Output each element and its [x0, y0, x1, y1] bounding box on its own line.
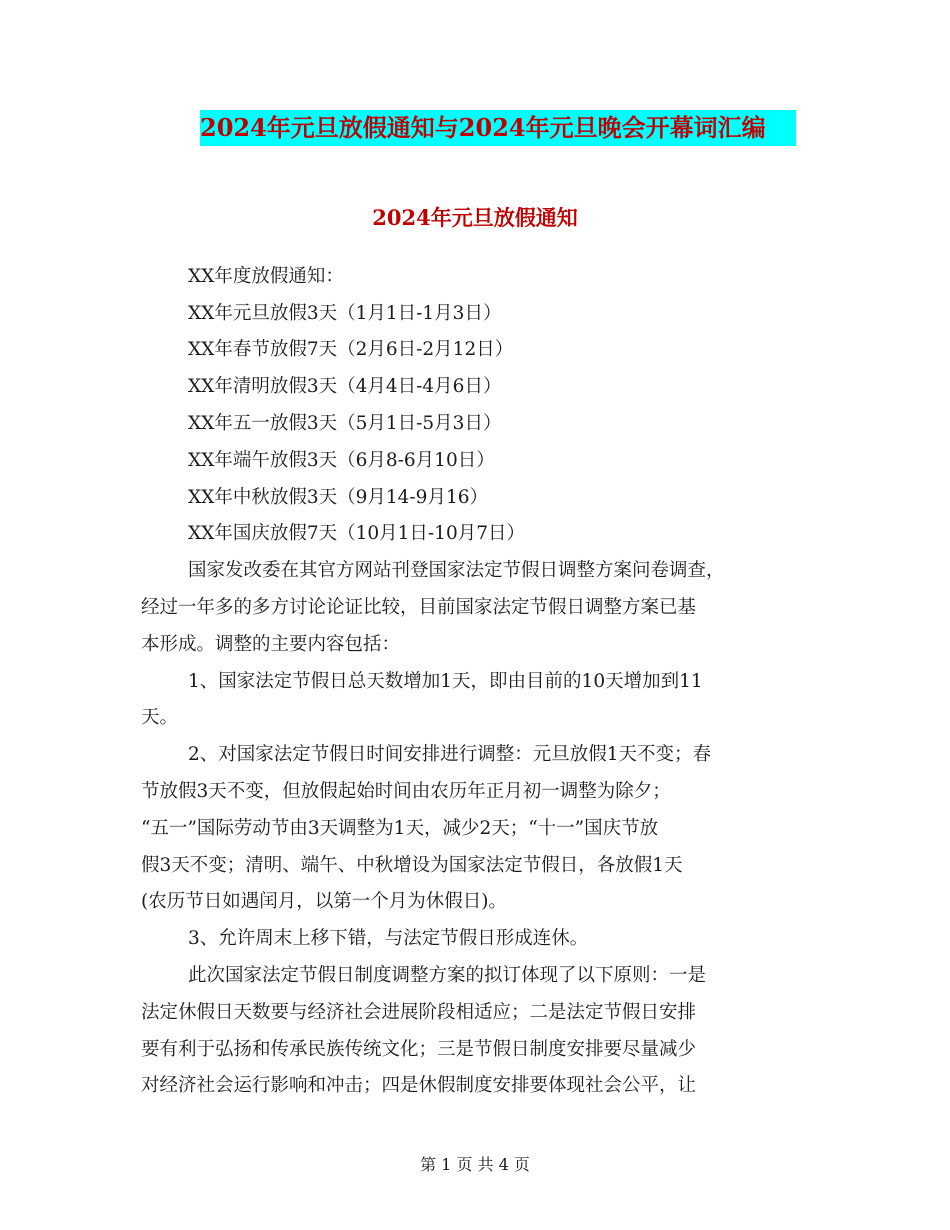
body-line: 经过一年多的多方讨论论证比较，目前国家法定节假日调整方案已基	[141, 596, 697, 618]
body-line: 对经济社会运行影响和冲击；四是休假制度安排要体现社会公平，让	[141, 1075, 697, 1097]
body-line: 此次国家法定节假日制度调整方案的拟订体现了以下原则：一是	[188, 964, 707, 986]
body-line: XX年端午放假3天（6月8-6月10日）	[188, 449, 495, 471]
body-line: 法定休假日天数要与经济社会进展阶段相适应；二是法定节假日安排	[141, 1001, 697, 1023]
body-line: “五一”国际劳动节由3天调整为1天，减少2天；“十一”国庆节放	[141, 817, 659, 839]
body-line: 2、对国家法定节假日时间安排进行调整：元旦放假1天不变；春	[188, 744, 712, 766]
body-line: XX年五一放假3天（5月1日-5月3日）	[188, 412, 502, 434]
section-title: 2024年元旦放假通知	[372, 205, 578, 230]
document-body	[141, 222, 809, 1105]
body-line: XX年元旦放假3天（1月1日-1月3日）	[188, 302, 502, 324]
body-line: 国家发改委在其官方网站刊登国家法定节假日调整方案问卷调查，	[188, 560, 725, 582]
body-line: 假3天不变；清明、端午、中秋增设为国家法定节假日，各放假1天	[141, 854, 683, 876]
body-line: 本形成。调整的主要内容包括：	[141, 633, 401, 655]
body-line: 天。	[141, 707, 179, 729]
body-line: XX年春节放假7天（2月6日-2月12日）	[188, 339, 514, 361]
page-number-footer: 第 1 页 共 4 页	[420, 1155, 530, 1174]
body-line: 3、允许周末上移下错，与法定节假日形成连休。	[188, 928, 589, 950]
body-line: (农历节日如遇闰月，以第一个月为休假日)。	[141, 891, 507, 913]
body-line: 节放假3天不变，但放假起始时间由农历年正月初一调整为除夕；	[141, 780, 671, 802]
body-line: 要有利于弘扬和传承民族传统文化；三是节假日制度安排要尽量减少	[141, 1038, 697, 1060]
body-line: XX年中秋放假3天（9月14-9月16）	[188, 486, 488, 508]
body-line: 1、国家法定节假日总天数增加1天，即由目前的10天增加到11	[188, 670, 703, 692]
spacer-line	[141, 222, 809, 259]
body-line: XX年度放假通知：	[188, 265, 344, 287]
document-main-title: 2024年元旦放假通知与2024年元旦晚会开幕词汇编	[200, 110, 796, 146]
body-line: XX年国庆放假7天（10月1日-10月7日）	[188, 523, 525, 545]
body-line: XX年清明放假3天（4月4日-4月6日）	[188, 376, 502, 398]
